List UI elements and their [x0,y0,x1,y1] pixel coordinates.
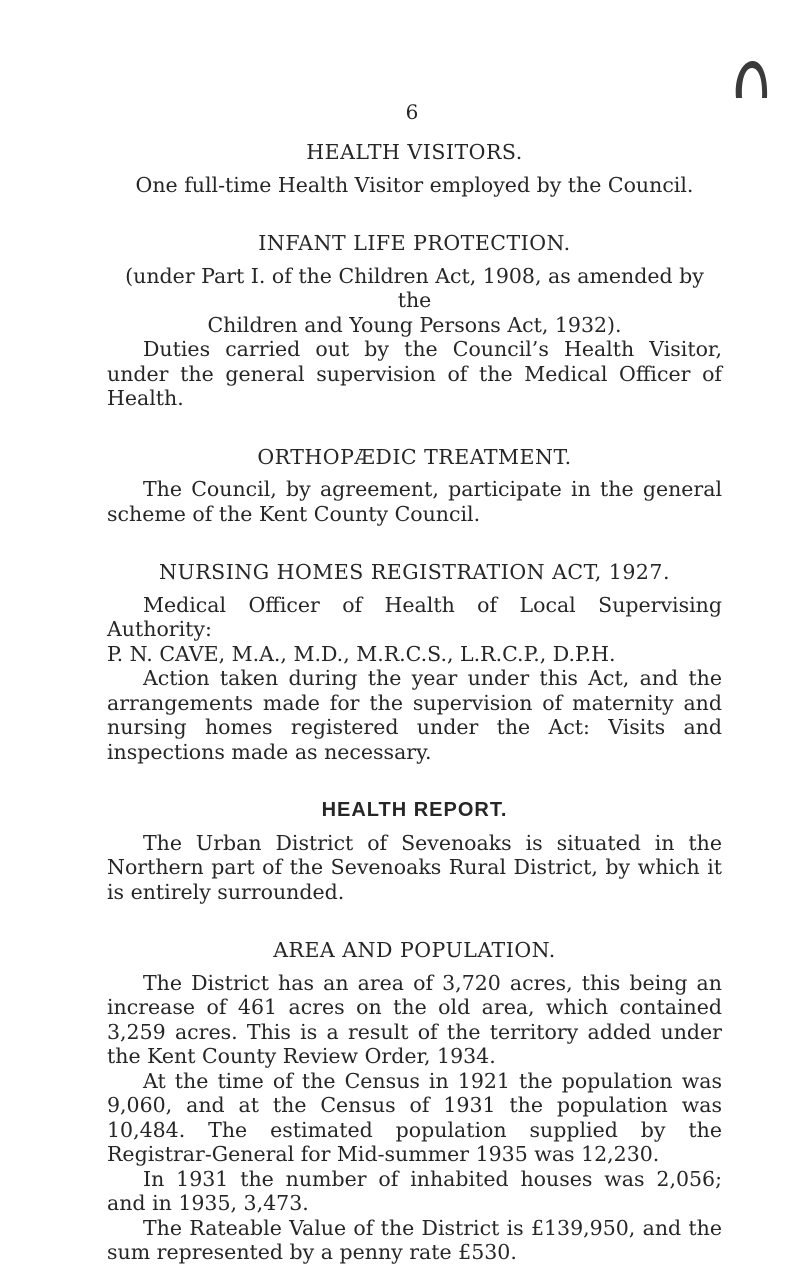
area-population-paragraph-1: The District has an area of 3,720 acres, this being an increase of 461 acres on the old area, which contained 3,259 acres. This is a result of the territory added under the Kent County Review Order, 1934. [107,970,722,1068]
heading-health-report: HEALTH REPORT. [321,799,508,821]
heading-health-visitors: HEALTH VISITORS. [306,140,523,164]
infant-life-subtitle-line1: (under Part I. of the Children Act, 1908, as amended by the [125,263,704,312]
page-number: 6 [405,100,419,124]
nursing-homes-officer-name: P. N. CAVE, M.A., M.D., M.R.C.S., L.R.C.P., D.P.H. [107,641,616,666]
nursing-homes-officer: Medical Officer of Health of Local Supervising Authority: [107,592,722,641]
heading-orthopaedic-treatment: ORTHOPÆDIC TREATMENT. [257,444,572,469]
health-report-text: The Urban District of Sevenoaks is situated in the Northern part of the Sevenoaks Rural District, by which it is entirely surrounded. [107,830,722,904]
nursing-homes-text: Action taken during the year under this Act, and the arrangements made for the supervision of maternity and nursing homes registered under the Act: Visits and inspections made as necessary. [107,666,722,764]
infant-life-text: Duties carried out by the Council’s Health Visitor, under the general supervision of the Medical Officer of Health. [107,337,722,410]
heading-area-population: AREA AND POPULATION. [273,938,556,962]
area-population-paragraph-3: In 1931 the number of inhabited houses was 2,056; and in 1935, 3,473. [107,1166,722,1215]
orthopaedic-text: The Council, by agreement, participate in the general scheme of the Kent County Council. [107,477,722,526]
infant-life-subtitle-line2: Children and Young Persons Act, 1932). [207,312,622,337]
area-population-paragraph-4: The Rateable Value of the District is £139,950, and the sum represented by a penny rate £530. [107,1215,722,1264]
area-population-paragraph-2: At the time of the Census in 1921 the population was 9,060, and at the Census of 1931 the population was 10,484. The estimated population supplied by the Registrar-General for Mid-summer 1935 was 12,230. [107,1068,722,1166]
heading-infant-life-protection: INFANT LIFE PROTECTION. [258,231,571,255]
document-body [107,140,722,1265]
infant-life-subtitle [107,264,722,338]
health-visitors-text: One full-time Health Visitor employed by the Council. [135,172,694,197]
page-corner-mark [732,58,770,102]
heading-nursing-homes: NURSING HOMES REGISTRATION ACT, 1927. [159,560,670,584]
